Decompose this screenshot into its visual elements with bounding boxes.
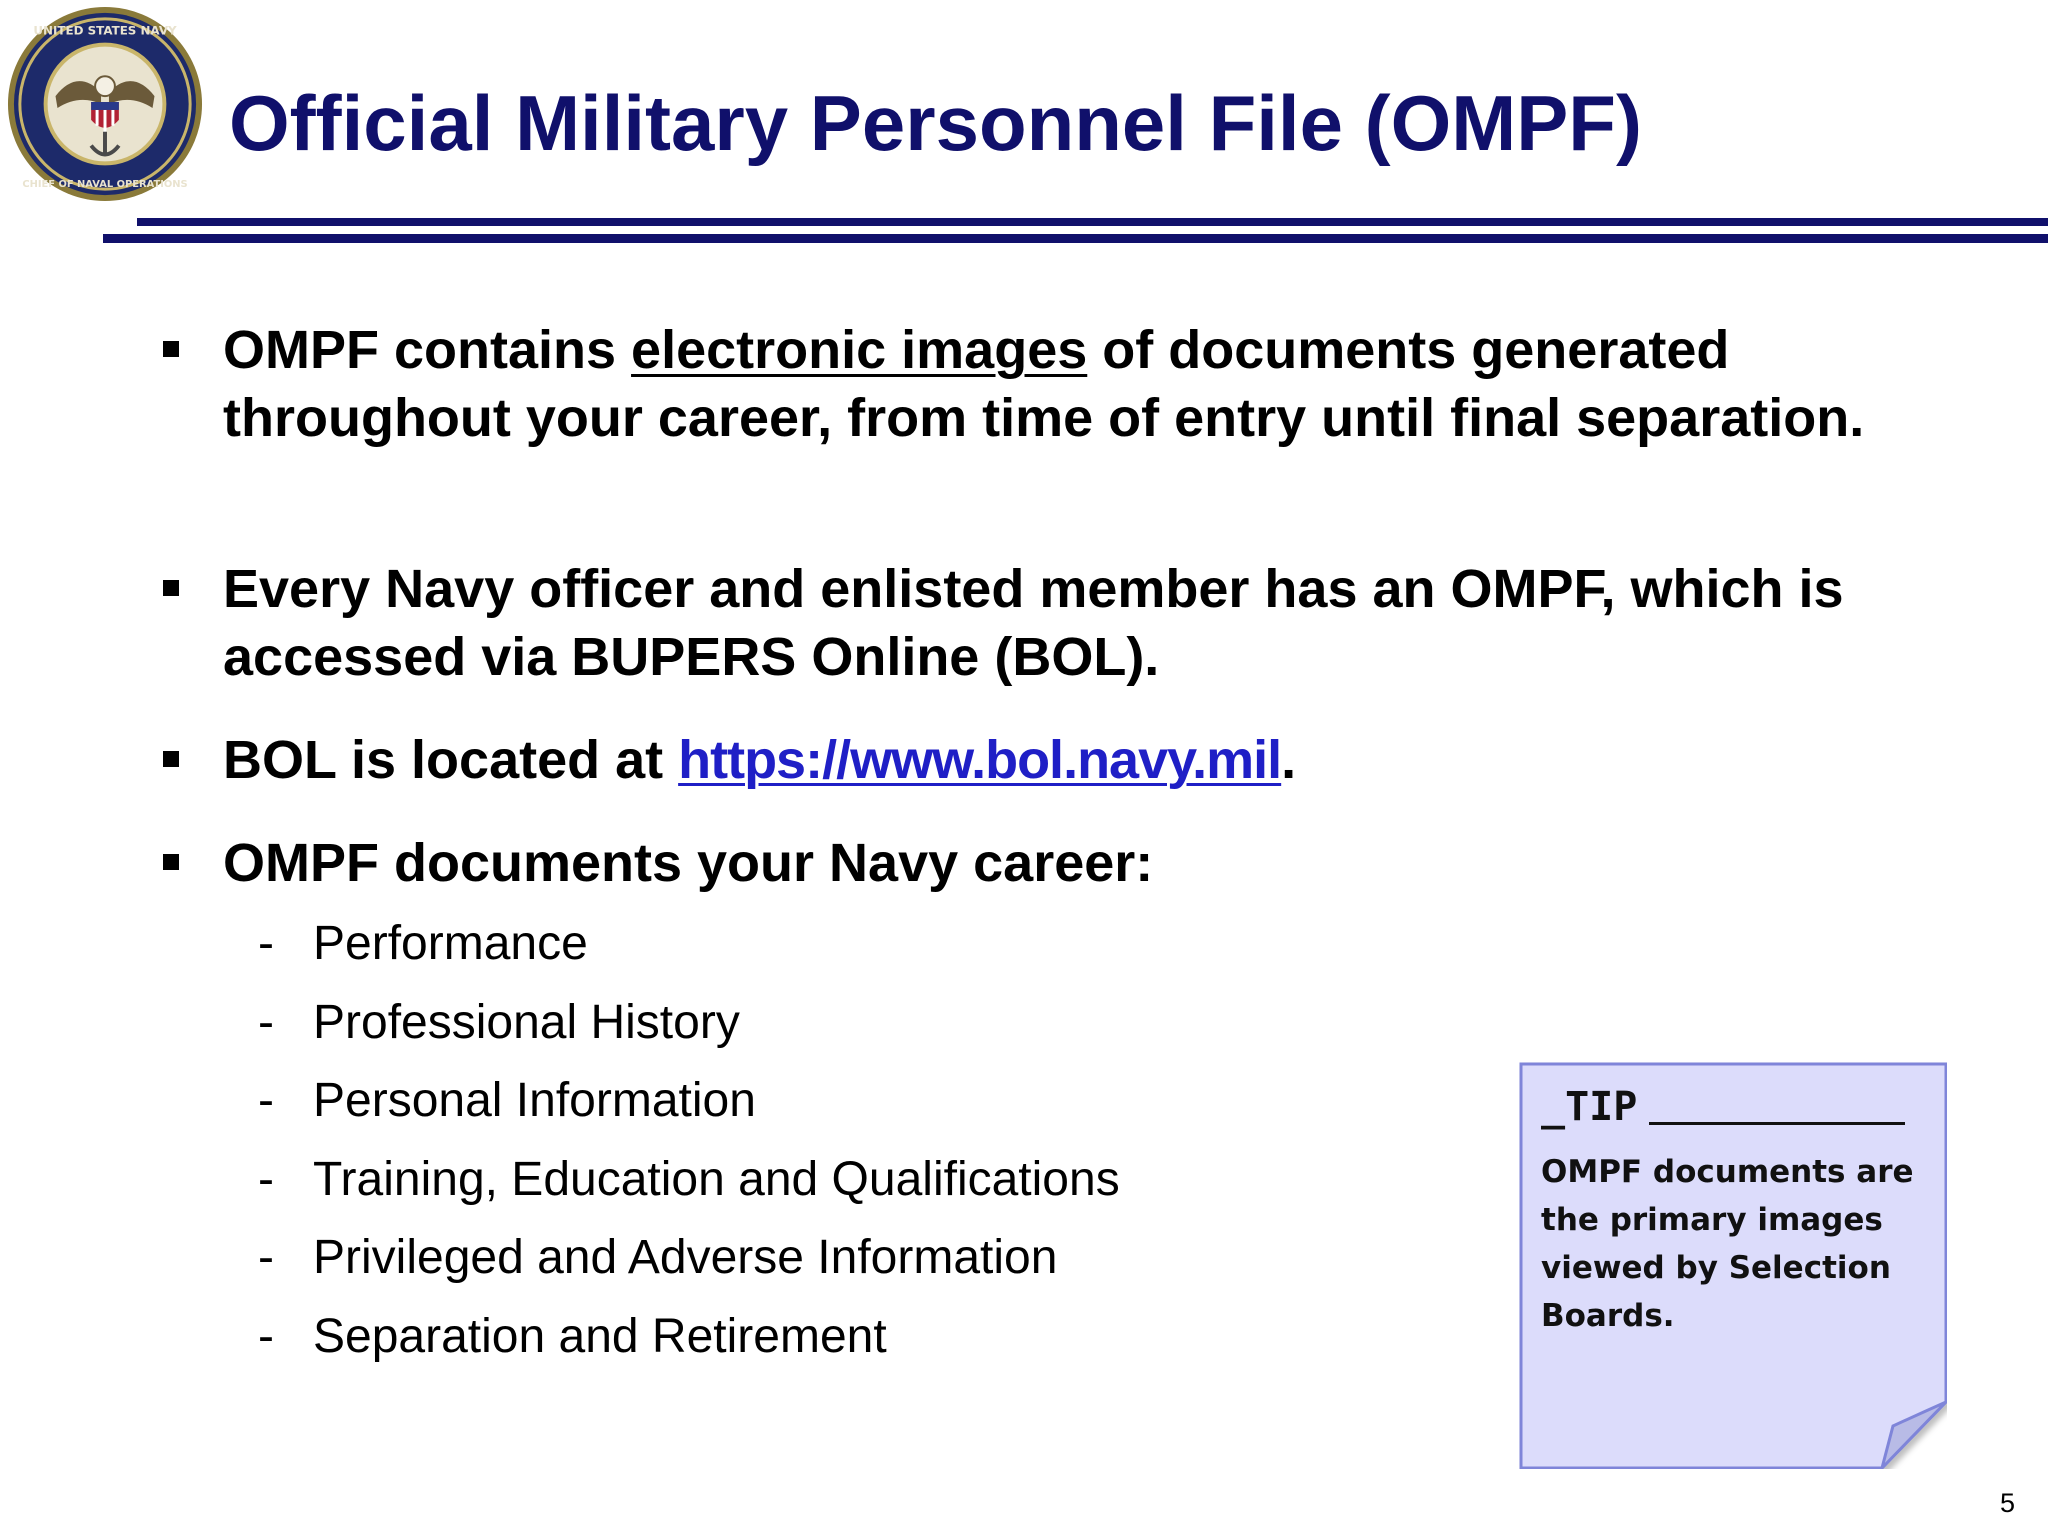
dash-marker: - [258, 995, 274, 1049]
page-number: 5 [2000, 1488, 2016, 1518]
square-bullet-icon [163, 341, 179, 357]
list-item [258, 1228, 1120, 1307]
list-item-label: Separation and Retirement [313, 1309, 887, 1363]
title-divider-thick [103, 234, 2048, 243]
tip-note [1519, 1062, 1947, 1469]
tip-heading-underline [1649, 1122, 1905, 1125]
list-item-label: Privileged and Adverse Information [313, 1231, 1058, 1284]
list-item [258, 1150, 1120, 1229]
career-categories-list [258, 914, 1120, 1385]
bullet-text: Every Navy officer and enlisted member has an OMPF, which is accessed via BUPERS Online (BOL). [223, 559, 1844, 687]
svg-text:UNITED STATES NAVY: UNITED STATES NAVY [33, 23, 177, 38]
bullet-text [223, 726, 1920, 794]
bullet-ompf-documents [160, 829, 1920, 897]
svg-text:CHIEF OF NAVAL OPERATIONS: CHIEF OF NAVAL OPERATIONS [22, 179, 188, 191]
bullet-text-lead: OMPF contains [223, 320, 632, 380]
bullet-text: OMPF documents your Navy career: [223, 833, 1154, 893]
list-item-label: Professional History [313, 995, 740, 1049]
list-item-label: Performance [313, 917, 588, 970]
bullet-text [223, 316, 1920, 452]
title-divider-thin [137, 218, 2048, 226]
bol-link[interactable]: https://www.bol.navy.mil [678, 730, 1282, 790]
square-bullet-icon [163, 751, 179, 767]
bullet-ompf-contents [160, 316, 1920, 452]
bullet-every-member [160, 555, 1920, 691]
tip-heading: _TIP [1541, 1084, 1638, 1130]
tip-body: OMPF documents are the primary images viewed by Selection Boards. [1541, 1154, 1914, 1334]
dash-marker: - [258, 1231, 274, 1284]
dash-marker: - [258, 917, 274, 970]
square-bullet-icon [163, 854, 179, 870]
list-item [258, 993, 1120, 1072]
list-item-label: Training, Education and Qualifications [313, 1152, 1120, 1206]
slide-title: Official Military Personnel File (OMPF) [229, 79, 1642, 167]
dash-marker: - [258, 1074, 274, 1127]
list-item [258, 1071, 1120, 1150]
bullet-text-lead: BOL is located at [223, 730, 679, 790]
list-item [258, 914, 1120, 993]
list-item [258, 1307, 1120, 1386]
navy-seal-logo [6, 5, 204, 203]
dash-marker: - [258, 1152, 274, 1206]
bullet-text-tail: of documents generated throughout your career, from time of entry until final separation. [223, 320, 1865, 448]
bullet-text-tail: . [1281, 730, 1297, 790]
square-bullet-icon [163, 580, 179, 596]
dash-marker: - [258, 1309, 274, 1363]
bullet-bol-location [160, 726, 1920, 794]
list-item-label: Personal Information [313, 1074, 756, 1127]
underlined-phrase: electronic images [631, 320, 1088, 380]
